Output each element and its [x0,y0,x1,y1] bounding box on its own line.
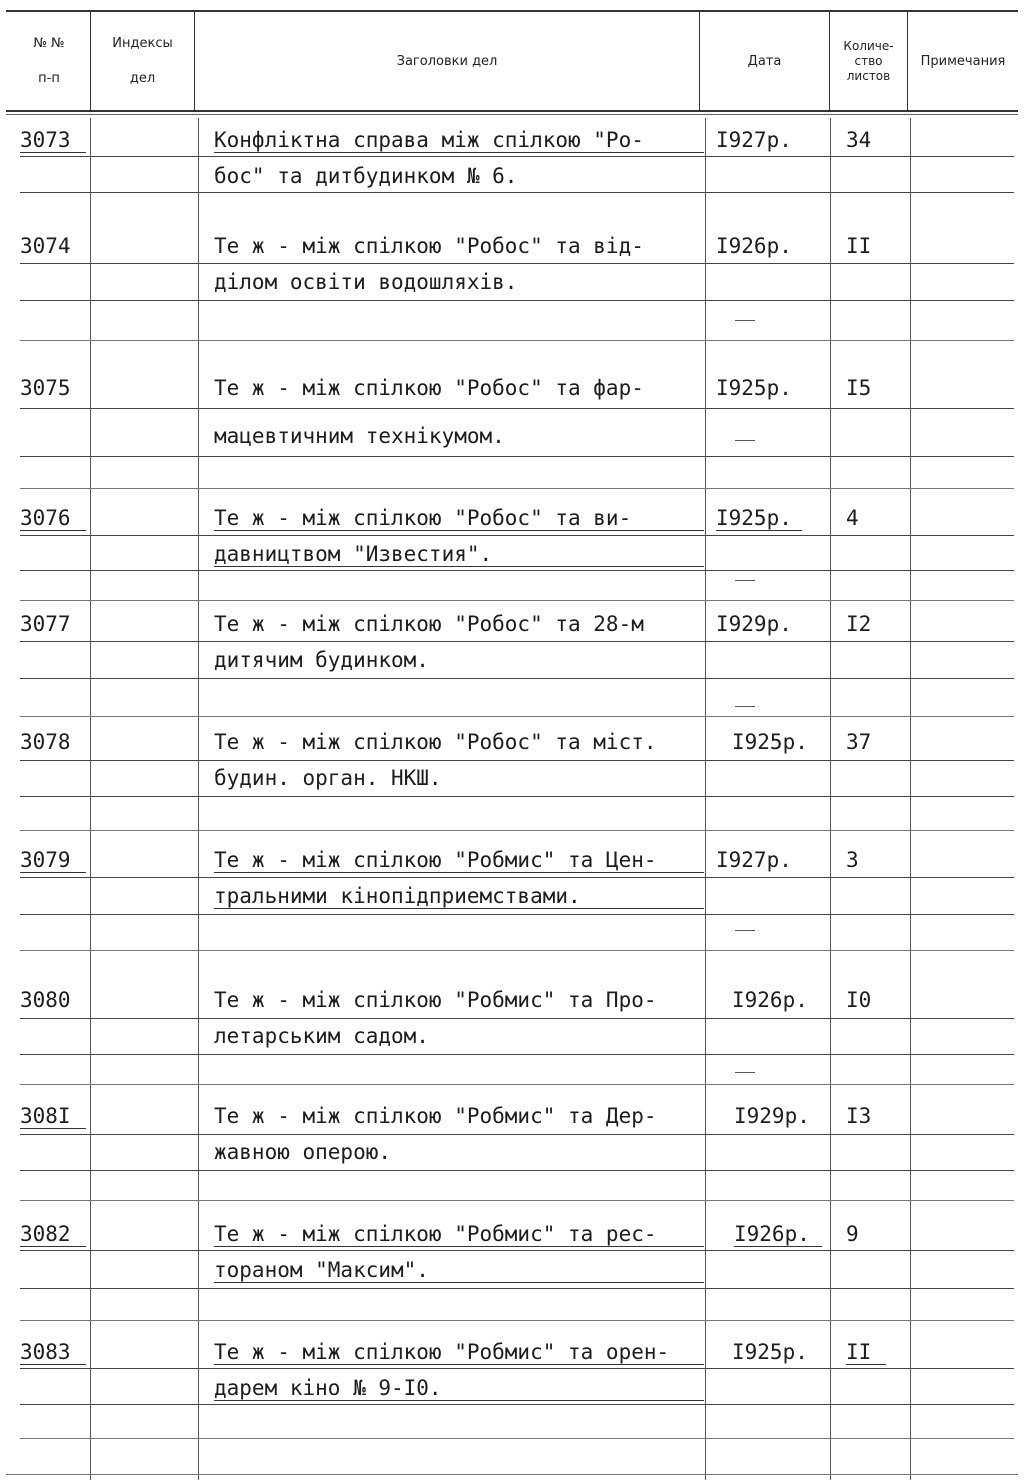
date-dash [735,1072,755,1073]
header-col-notes-label: Примечания [920,53,1006,69]
row-date: I929р. [734,1104,810,1128]
row-rule [20,192,1014,193]
row-rule [20,950,1014,951]
header-col-title [195,14,699,108]
row-title-line: давництвом "Известия". [214,542,704,567]
row-title-line: Те ж - мiж спiлкою "Робос" та ви- [214,506,704,531]
row-rule [20,600,1014,601]
row-rule [20,1200,1014,1201]
row-date: I929р. [716,612,792,636]
row-sheet-count: 9 [846,1222,859,1246]
row-date: I925р. [732,730,808,754]
row-sheet-count: I3 [846,1104,872,1128]
row-title-line: дитячим будинком. [214,648,429,672]
row-rule [20,760,1014,761]
row-title-line: жавною оперою. [214,1140,392,1164]
header-col-title-label: Заголовки дел [396,53,498,69]
row-number: 3080 [20,988,71,1012]
header-col-qty-line3: листов [846,68,891,83]
row-rule [20,488,1014,489]
header-col-index-line2: дел [129,71,156,86]
row-title-line: Те ж - мiж спiлкою "Робос" та вiд- [214,234,644,258]
header-bottom-rule-secondary [6,114,1018,115]
date-dash [735,580,755,581]
row-sheet-count: I0 [846,988,872,1012]
row-sheet-count: 3 [846,848,859,872]
row-rule [20,914,1014,915]
row-title-line: летарським садом. [214,1024,429,1048]
row-rule [20,1250,1014,1251]
row-rule [20,877,1014,878]
row-rule [20,1170,1014,1171]
row-rule [20,456,1014,457]
header-col-notes [908,14,1018,108]
row-rule [20,408,1014,409]
row-number: 3074 [20,234,71,258]
row-sheet-count: 34 [846,128,872,152]
row-rule [20,1288,1014,1289]
row-title-line: бос" та дитбудинком № 6. [214,164,518,188]
row-date: I926р. [716,234,792,258]
row-number: 308I [20,1104,86,1129]
row-title-line: будин. орган. НКШ. [214,766,442,790]
row-title-line: Те ж - мiж спiлкою "Робос" та 28-м [214,612,644,636]
row-rule [20,830,1014,831]
row-title-line: Те ж - мiж спiлкою "Робмис" та рес- [214,1222,704,1247]
row-date: I925р. [716,506,802,531]
row-sheet-count: II [846,1340,886,1365]
row-date: I925р. [732,1340,808,1364]
header-col-qty [830,14,907,108]
row-title-line: Конфлiктна справа мiж спiлкою "Ро- [214,128,704,153]
row-number: 3075 [20,376,71,400]
row-title-line: Те ж - мiж спiлкою "Робмис" та Цен- [214,848,704,873]
row-date: I926р. [732,988,808,1012]
row-rule [20,1054,1014,1055]
row-rule [20,156,1014,157]
header-col-index [91,14,194,108]
row-rule [20,1438,1014,1439]
row-rule [20,1134,1014,1135]
row-rule [20,300,1014,301]
header-top-rule [6,10,1018,12]
header-col-date-label: Дата [747,53,782,69]
row-title-line: дарем кiно № 9-I0. [214,1376,704,1401]
date-dash [735,320,755,321]
header-col-number-line2: п-п [38,71,60,86]
header-col-qty-line1: Количе- [843,38,894,53]
row-date: I927р. [716,128,792,152]
row-title-line: дiлом освiти водошляхiв. [214,270,518,294]
row-title-line: Те ж - мiж спiлкою "Робмис" та Про- [214,988,657,1012]
column-divider [198,118,199,1480]
header-col-qty-line2: ство [854,53,883,68]
row-sheet-count: 4 [846,506,859,530]
row-number: 3076 [20,506,86,531]
row-title-line: Те ж - мiж спiлкою "Робмис" та Дер- [214,1104,657,1128]
row-rule [20,1404,1014,1405]
row-number: 3073 [20,128,86,153]
date-dash [735,930,755,931]
row-rule [20,263,1014,264]
row-rule [20,570,1014,571]
row-date: I927р. [716,848,792,872]
row-title-line: Те ж - мiж спiлкою "Робос" та мiст. [214,730,657,754]
row-sheet-count: II [846,234,872,258]
header-col-number-line1: № № [33,36,65,51]
row-title-line: мацевтичним технiкумом. [214,424,505,448]
row-title-line: тральними кiнопiдприемствами. [214,884,704,909]
column-divider [830,118,831,1480]
row-number: 3078 [20,730,71,754]
row-date: I926р. [734,1222,822,1247]
row-rule [20,796,1014,797]
row-title-line: Те ж - мiж спiлкою "Робмис" та орен- [214,1340,704,1365]
row-rule [20,535,1014,536]
row-rule [20,1084,1014,1085]
header-col-date [700,14,829,108]
row-number: 3082 [20,1222,86,1247]
row-sheet-count: I2 [846,612,872,636]
date-dash [735,440,755,441]
row-title-line: Те ж - мiж спiлкою "Робос" та фар- [214,376,644,400]
row-rule [20,1368,1014,1369]
date-dash [735,706,755,707]
row-rule [20,1018,1014,1019]
header-col-number [8,14,90,108]
row-rule [20,340,1014,341]
row-sheet-count: 37 [846,730,872,754]
row-rule [6,1474,1018,1475]
row-rule [20,1320,1014,1321]
row-rule [20,678,1014,679]
header-col-index-line1: Индексы [112,36,173,51]
row-rule [20,716,1014,717]
row-rule [20,641,1014,642]
row-number: 3083 [20,1340,86,1365]
row-number: 3077 [20,612,71,636]
column-divider [910,118,911,1480]
row-date: I925р. [716,376,792,400]
row-title-line: тораном "Максим". [214,1258,704,1283]
row-number: 3079 [20,848,86,873]
column-divider [705,118,706,1480]
column-divider [90,118,91,1480]
header-bottom-rule [6,110,1018,112]
row-sheet-count: I5 [846,376,872,400]
